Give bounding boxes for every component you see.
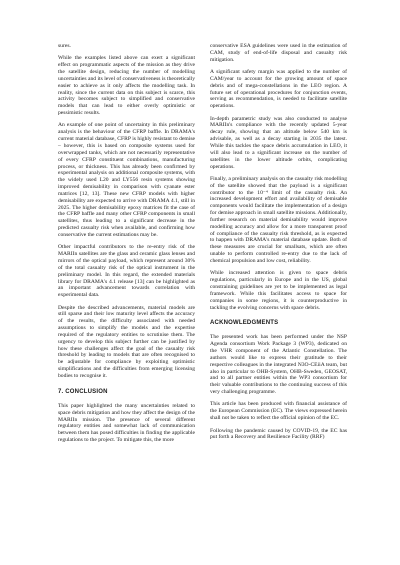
left-column [58,43,195,449]
paragraph: While increased attention is given to space debris regulations, particularly in Europe and in the US, global constraining guidelines are yet to be implemented as legal framework. While this facilitates access to space for companies in some regions, it is counterproductive in tackling the evolving concerns with space debris. [210,270,347,311]
paragraph: sures. [58,43,71,49]
paragraph: An example of one point of uncertainty in this preliminary analysis is the behaviour of the CFRP baffle. In DRAMA's current material database, CFRP is highly resistant to demise – however, this is based on composite systems used for overwrapped tanks, which are not necessarily representative of every CFRP constituent combinations, manufacturing process, or thickness. This has already been confirmed by experimental analysis on additional composite systems, with the widely used L20 and LY556 resin systems showing improved demisability in comparison with cyanate ester matrices [12, 13]. These new CFRP models with higher demisability are expected to arrive with DRAMA 4.1, still in 2025. The higher demisability epoxy matrices fit the case of the CFRP baffle and many other CFRP components in small satellites, thus leading to a significant decrease in the predicted casualty risk when available, and confirming how conservative the current estimations may be. [58,122,195,238]
paragraph: This paper highlighted the many uncertainties related to space debris mitigation and how they affect the design of the MARIIn mission. The presence of several different regulatory entities and somewhat lack of communication between them has posed difficulties in finding the applicable regulations to the project. To mitigate this, the more [58,402,195,444]
paragraph: While the examples listed above can exert a significant effect on programmatic aspects of the mission as they drive the satellite design, reducing the number of modelling uncertainties and its level of conservativeness is theoretically easier to achieve as it only affects the modelling task. In reality, since the current data on this subject is scarce, this activity becomes subject to simplified and conservative models that can lead to either overly optimistic or pessimistic results. [58,55,195,117]
paragraph: The presented work has been performed under the NSP Agenda consortium Work Package 3 (WP3), dedicated on the VHR component of the Atlantic Constellation. The authors would like to express their gratitude to their respective colleagues in the integrated N3O-CEiiA team, but also in particular to OHB-System, OHB-Sweden, GEOSAT, and to all partner entities within the WP3 consortium for their valuable contributions to the continuing success of this very challenging programme. [210,334,347,396]
right-column [210,43,347,447]
paragraph: This article has been produced with financial assistance of the European Commission (EC). The views expressed herein shall not be taken to reflect the official opinion of the EC. [210,401,347,422]
paragraph: Other impactful contributors to the re-entry risk of the MARIIn satellites are the glass and ceramic glass lenses and mirrors of the optical payload, which represent around 30% of the total casualty risk of the optical instrument in the preliminary model. In this regard, the extended materials library for DRAMA's 4.1 release [13] can be highlighted as an important advancement towards correlation with experimental data. [58,244,195,299]
paragraph: Despite the described advancements, material models are still sparse and their low maturity level affects the accuracy of the results, the difficulty associated with needed assumptions to simplify the models and the expertise required of the regulatory entities to scrutinise them. The urgency to develop this subject further can be justified by how these challenges affect the goal of the casualty risk threshold by leading to models that are often recognised to be adjustable for compliance by exploiting optimistic simplifications and the difficulties from emerging licensing bodies to recognise it. [58,304,195,379]
section-heading-acknowledgments: ACKNOWLEDGMENTS [210,320,279,327]
paragraph: conservative ESA guidelines were used in the estimation of CAM, study of end-of-life disposal and casualty risk mitigation. [210,43,347,63]
paragraph: Following the pandemic caused by COVID-19, the EC has put forth a Recovery and Resilience Facility (RRF) [210,427,347,441]
paragraph: Finally, a preliminary analysis on the casualty risk modelling of the satellite showed that the payload is a significant contributor to the 10⁻⁴ limit of the casualty risk. An increased development effort and availability of demisable components would facilitate the implementation of a design for demise approach in small satellite missions. Additionally, further research on material demisability would improve modelling accuracy and allow for a more transparent proof of compliance of the casualty risk threshold, as is expected to happen with DRAMA's material database update. Both of these measures are crucial for smallsats, which are often unable to perform controlled re-entry due to the lack of chemical propulsion and low cost, reliability. [210,175,347,264]
paragraph: A significant safety margin was applied to the number of CAM/year to account for the growing amount of space debris and of mega-constellations in the LEO region. A future set of operational procedures for conjunction events, serving as recommendation, is needed to facilitate satellite operations. [210,69,347,110]
paragraph: In-depth parametric study was also conducted to analyse MARIIn's compliance with the recently updated 5-year decay rule, showing that an altitude below 540 km is advisable, as well as a decay starting in 2035 the latest. While this tackles the space debris accumulation in LEO, it will also lead to a significant increase on the number of satellites in the lower altitude orbits, complicating operations. [210,115,347,170]
section-heading-conclusion: 7. CONCLUSION [58,388,108,395]
